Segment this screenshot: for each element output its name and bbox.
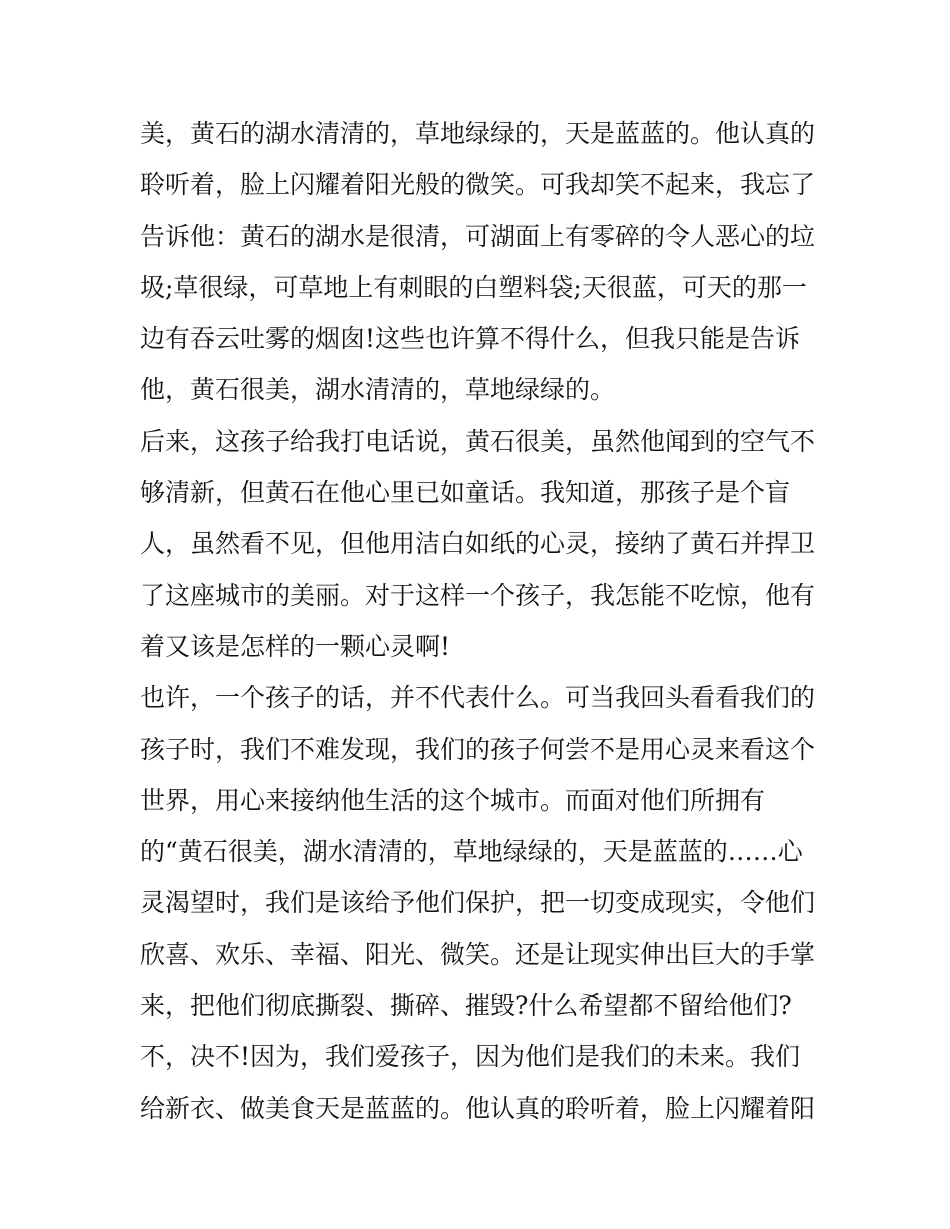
text-line: 他，黄石很美，湖水清清的，草地绿绿的。 [140,375,616,405]
text-line: 圾;草很绿，可草地上有刺眼的白塑料袋;天很蓝，可天的那一 [140,272,807,302]
text-line: 人，虽然看不见，但他用洁白如纸的心灵，接纳了黄石并捍卫 [140,529,816,559]
text-line: 美，黄石的湖水清清的，草地绿绿的，天是蓝蓝的。他认真的 [140,119,816,148]
text-line: 欣喜、欢乐、幸福、阳光、微笑。还是让现实伸出巨大的手掌 [140,939,816,969]
document-body [140,108,830,1134]
text-line: 不，决不!因为，我们爱孩子，因为他们是我们的未来。我们 [140,1042,801,1072]
text-line: 告诉他：黄石的湖水是很清，可湖面上有零碎的令人恶心的垃 [140,221,816,251]
text-line: 世界，用心来接纳他生活的这个城市。而面对他们所拥有 [140,785,766,815]
text-line: 聆听着，脸上闪耀着阳光般的微笑。可我却笑不起来，我忘了 [140,170,816,200]
text-line: 孩子时，我们不难发现，我们的孩子何尝不是用心灵来看这个 [140,734,816,764]
text-line: 够清新，但黄石在他心里已如童话。我知道，那孩子是个盲 [140,478,791,508]
text-line: 灵渴望时，我们是该给予他们保护，把一切变成现实，令他们 [140,888,816,918]
text-line: 边有吞云吐雾的烟囱!这些也许算不得什么，但我只能是告诉 [140,324,801,354]
text-line: 给新衣、做美食天是蓝蓝的。他认真的聆听着，脸上闪耀着阳 [140,1093,816,1123]
text-line: 也许，一个孩子的话，并不代表什么。可当我回头看看我们的 [140,683,816,713]
text-line: 后来，这孩子给我打电话说，黄石很美，虽然他闻到的空气不 [140,426,816,456]
text-line: 的“黄石很美，湖水清清的，草地绿绿的，天是蓝蓝的……心 [140,837,803,867]
text-line: 了这座城市的美丽。对于这样一个孩子，我怎能不吃惊，他有 [140,580,816,610]
text-line: 着又该是怎样的一颗心灵啊! [140,631,451,661]
text-line: 来，把他们彻底撕裂、撕碎、摧毁?什么希望都不留给他们? [140,991,792,1021]
